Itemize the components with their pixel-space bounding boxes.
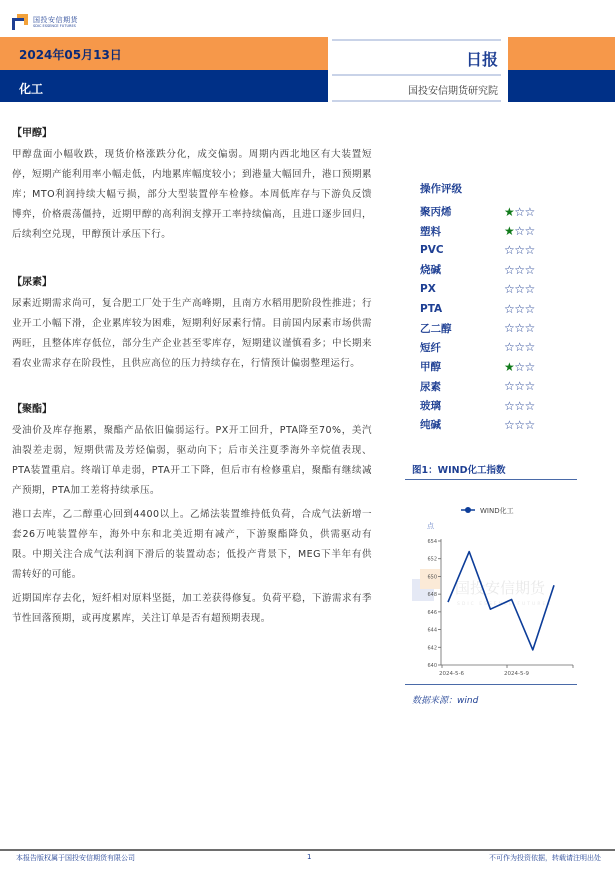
operation-rating-table (420, 181, 570, 435)
rating-title: 操作评级 (420, 183, 462, 195)
star-empty-icon: ☆ (514, 224, 525, 239)
section-paragraph: 港口去库，乙二醇重心回到4400以上。乙烯法装置维持低负荷，合成气法新增一套26万吨装置停车，海外中东和北美近期有减产，下游聚酯降负，供需驱动有限。中期关注合成气法利润下滑后的装置动态；低投产背景下，MEG下半年有供需转好的可能。 (12, 509, 372, 580)
rating-product-name: 尿素 (420, 380, 441, 393)
rating-product-name: PVC (420, 244, 444, 257)
star-rating-icon (504, 205, 535, 219)
section-paragraph: 近期国库存去化，短纤相对原料坚挺，加工差获得修复。负荷平稳，下游需求有季节性回落预期，或再度累库，关注订单是否有超预期表现。 (12, 593, 372, 624)
star-empty-icon: ☆ (504, 243, 515, 258)
star-empty-icon: ☆ (514, 417, 525, 432)
rating-product-name: 玻璃 (420, 400, 441, 413)
star-empty-icon: ☆ (524, 321, 535, 336)
star-empty-icon: ☆ (504, 379, 515, 394)
rating-product-name: PX (420, 283, 436, 296)
y-tick-label: 648 (427, 592, 437, 599)
figure-divider (405, 479, 577, 480)
y-tick-label: 654 (427, 539, 437, 545)
y-tick-label: 642 (427, 645, 437, 652)
star-empty-icon: ☆ (524, 340, 535, 355)
section-paragraph: 尿素近期需求尚可，复合肥工厂处于生产高峰期，且南方水稻用肥阶段性推进；行业开工小幅下滑，企业累库较为困难，短期利好尿素行情。目前国内尿素市场供需两旺，且整体库存低位，部分生产企业甚至零库存，短期建议谨慎看多；中长期来看农业需求存在阶段性，且供应高位的压力持续存在，行情预计偏弱整理运行。 (12, 298, 372, 369)
y-tick-label: 644 (427, 627, 437, 634)
rating-row (420, 318, 570, 337)
svg-text:SDIC ESSENCE FUTURES: SDIC ESSENCE FUTURES (457, 602, 553, 607)
rating-row (420, 202, 570, 221)
section-methanol (12, 124, 372, 245)
rating-row (420, 338, 570, 357)
star-empty-icon: ☆ (514, 262, 525, 277)
figure-title: 图1：WIND化工指数 (412, 465, 506, 476)
star-empty-icon: ☆ (514, 204, 525, 219)
star-rating-icon (504, 418, 535, 432)
star-empty-icon: ☆ (524, 301, 535, 316)
star-empty-icon: ☆ (514, 243, 525, 258)
rating-product-name: 聚丙烯 (420, 206, 452, 219)
star-empty-icon: ☆ (514, 282, 525, 297)
wind-chemical-index-chart (405, 490, 580, 685)
section-paragraph: 甲醇盘面小幅收跌，现货价格涨跌分化，成交偏弱。周期内西北地区有大装置短停，短期产能利用率小幅走低，内地累库幅度较小；到港量大幅回升，港口预期累库；MTO利润持续大幅亏损，部分大型装置停车检修。本周低库存与下游负反馈博弈，价格震荡僵持，近期甲醇的高利润支撑开工率持续偏高，且进口逐步回归，后续利空兑现，甲醇预计承压下行。 (12, 149, 372, 240)
section-title: 【尿素】 (12, 277, 52, 288)
rating-row (420, 221, 570, 240)
star-filled-icon: ★ (504, 359, 515, 374)
institute-name: 国投安信期货研究院 (408, 86, 498, 97)
star-filled-icon: ★ (504, 204, 515, 219)
divider (332, 39, 501, 41)
section-polyester (12, 400, 372, 629)
star-empty-icon: ☆ (514, 398, 525, 413)
section-title: 【甲醇】 (12, 128, 52, 139)
footer-disclaimer: 不可作为投资依据，转载请注明出处 (489, 854, 601, 862)
legend-marker-icon (465, 507, 471, 513)
star-empty-icon: ☆ (504, 282, 515, 297)
star-empty-icon: ☆ (504, 262, 515, 277)
report-type: 日报 (465, 50, 498, 69)
star-empty-icon: ☆ (524, 379, 535, 394)
star-empty-icon: ☆ (514, 301, 525, 316)
legend-label: WIND化工 (480, 507, 514, 515)
star-rating-icon (504, 282, 535, 296)
star-empty-icon: ☆ (504, 301, 515, 316)
rating-row (420, 396, 570, 415)
x-tick-label: 2024-5-9 (504, 671, 529, 677)
star-rating-icon (504, 360, 535, 374)
star-empty-icon: ☆ (514, 340, 525, 355)
y-tick-label: 652 (427, 556, 437, 563)
rating-product-name: 纯碱 (420, 419, 441, 432)
star-empty-icon: ☆ (504, 417, 515, 432)
star-filled-icon: ★ (504, 224, 515, 239)
header-title-panel (328, 37, 508, 102)
page-number: 1 (307, 853, 312, 861)
star-rating-icon (504, 379, 535, 393)
rating-row (420, 299, 570, 318)
star-rating-icon (504, 224, 535, 238)
star-rating-icon (504, 243, 535, 257)
rating-product-name: 烧碱 (420, 264, 441, 277)
x-tick-label: 2024-5-6 (439, 671, 464, 677)
report-date: 2024年05月13日 (19, 48, 122, 62)
section-title: 【聚酯】 (12, 404, 52, 415)
logo-mark-icon (12, 14, 28, 30)
star-empty-icon: ☆ (514, 359, 525, 374)
logo-en-text: SDIC ESSENCE FUTURES (33, 24, 76, 28)
series-line-wind-chemical (448, 552, 554, 650)
rating-row (420, 377, 570, 396)
divider (332, 74, 501, 76)
report-sector: 化工 (19, 82, 44, 96)
star-rating-icon (504, 302, 535, 316)
star-empty-icon: ☆ (514, 321, 525, 336)
star-empty-icon: ☆ (504, 340, 515, 355)
y-tick-label: 640 (427, 663, 437, 669)
y-axis-label: 点 (427, 522, 434, 530)
y-tick-label: 646 (427, 609, 437, 616)
rating-product-name: 甲醇 (420, 361, 441, 374)
rating-product-name: 塑料 (420, 225, 441, 238)
divider (332, 100, 501, 102)
data-source: 数据来源：wind (412, 696, 479, 706)
logo-cn-text: 国投安信期货 (33, 16, 78, 24)
rating-row (420, 357, 570, 376)
y-tick-label: 650 (427, 574, 437, 581)
footer-divider (0, 849, 615, 851)
company-logo (12, 12, 102, 32)
star-empty-icon: ☆ (524, 417, 535, 432)
star-rating-icon (504, 340, 535, 354)
header-blue-band (0, 70, 615, 102)
star-empty-icon: ☆ (504, 398, 515, 413)
section-urea (12, 273, 372, 374)
star-rating-icon (504, 399, 535, 413)
star-empty-icon: ☆ (524, 282, 535, 297)
star-empty-icon: ☆ (524, 262, 535, 277)
rating-product-name: 乙二醇 (420, 322, 452, 335)
line-chart (405, 490, 580, 685)
star-empty-icon: ☆ (524, 359, 535, 374)
star-empty-icon: ☆ (524, 224, 535, 239)
rating-product-name: PTA (420, 302, 443, 315)
rating-row (420, 415, 570, 434)
star-rating-icon (504, 263, 535, 277)
rating-row (420, 241, 570, 260)
footer-copyright: 本报告版权属于国投安信期货有限公司 (16, 854, 135, 862)
rating-row (420, 280, 570, 299)
star-empty-icon: ☆ (524, 204, 535, 219)
star-empty-icon: ☆ (504, 321, 515, 336)
star-empty-icon: ☆ (524, 398, 535, 413)
rating-row (420, 260, 570, 279)
star-empty-icon: ☆ (524, 243, 535, 258)
commentary-column (12, 124, 372, 645)
star-rating-icon (504, 321, 535, 335)
svg-text:国投安信期货: 国投安信期货 (455, 579, 546, 597)
section-paragraph: 受油价及库存拖累，聚酯产品依旧偏弱运行。PX开工回升，PTA降至70%，美汽油裂差走弱，短期供需及芳烃偏弱，驱动向下；后市关注夏季海外辛烷值表现、PTA装置重启。终端订单走弱，PTA开工下降，但后市有检修重启，聚酯有继续减产预期，PTA加工差将持续承压。 (12, 425, 372, 496)
star-empty-icon: ☆ (514, 379, 525, 394)
rating-product-name: 短纤 (420, 341, 441, 354)
figure-divider (405, 684, 577, 685)
